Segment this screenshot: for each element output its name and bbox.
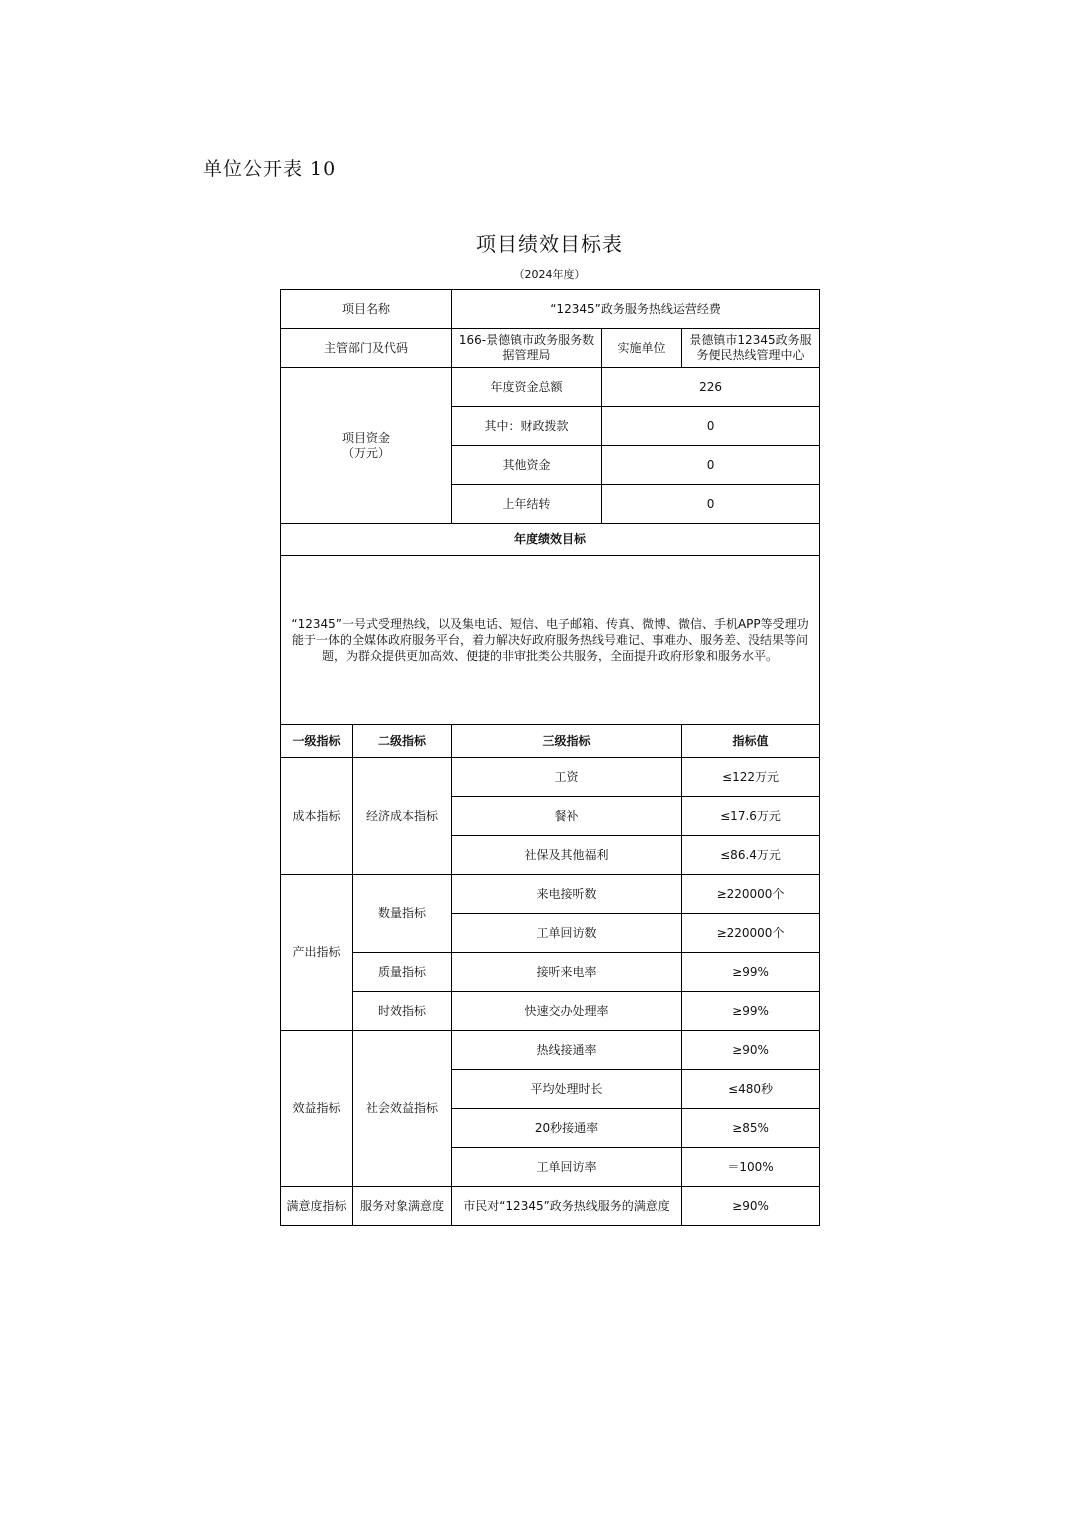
funds-row-label: 上年结转 <box>452 485 602 524</box>
indicator-name: 快速交办处理率 <box>452 992 682 1031</box>
indicator-value: ≤17.6万元 <box>682 797 820 836</box>
indicator-value: ≥99% <box>682 992 820 1031</box>
funds-row-value: 0 <box>602 407 820 446</box>
impl-unit-label: 实施单位 <box>602 329 682 368</box>
indicator-name: 工资 <box>452 758 682 797</box>
header-level2: 二级指标 <box>353 725 452 758</box>
indicator-value: ≥85% <box>682 1109 820 1148</box>
indicator-value: ≥99% <box>682 953 820 992</box>
indicator-value: ≥90% <box>682 1031 820 1070</box>
indicator-value: ≥90% <box>682 1187 820 1226</box>
indicator-name: 热线接通率 <box>452 1031 682 1070</box>
level2-quality: 质量指标 <box>353 953 452 992</box>
dept-value: 166-景德镇市政务服务数据管理局 <box>452 329 602 368</box>
header-level1: 一级指标 <box>281 725 353 758</box>
impl-unit-value: 景德镇市12345政务服务便民热线管理中心 <box>682 329 820 368</box>
document-label: 单位公开表 10 <box>203 158 337 180</box>
level2-economic-cost: 经济成本指标 <box>353 758 452 875</box>
level1-satisfaction: 满意度指标 <box>281 1187 353 1226</box>
level2-timeliness: 时效指标 <box>353 992 452 1031</box>
year-subtitle: （2024年度） <box>513 268 586 281</box>
indicator-name: 工单回访率 <box>452 1148 682 1187</box>
level1-output: 产出指标 <box>281 875 353 1031</box>
indicator-name: 平均处理时长 <box>452 1070 682 1109</box>
indicator-name: 接听来电率 <box>452 953 682 992</box>
level1-benefit: 效益指标 <box>281 1031 353 1187</box>
funds-row-value: 226 <box>602 368 820 407</box>
indicator-value: ≤86.4万元 <box>682 836 820 875</box>
performance-target-table <box>280 289 820 1226</box>
level2-service-satisfaction: 服务对象满意度 <box>353 1187 452 1226</box>
level1-cost: 成本指标 <box>281 758 353 875</box>
indicator-name: 来电接听数 <box>452 875 682 914</box>
funds-row-label: 其中：财政拨款 <box>452 407 602 446</box>
project-name-value: “12345”政务服务热线运营经费 <box>452 290 820 329</box>
indicator-value: ≤480秒 <box>682 1070 820 1109</box>
indicator-name: 社保及其他福利 <box>452 836 682 875</box>
dept-label: 主管部门及代码 <box>281 329 452 368</box>
indicator-value: ≤122万元 <box>682 758 820 797</box>
indicator-value: ≥220000个 <box>682 914 820 953</box>
indicator-name: 市民对“12345”政务热线服务的满意度 <box>452 1187 682 1226</box>
page-title: 项目绩效目标表 <box>476 232 623 256</box>
indicator-name: 20秒接通率 <box>452 1109 682 1148</box>
project-name-label: 项目名称 <box>281 290 452 329</box>
indicator-value: ≥220000个 <box>682 875 820 914</box>
indicator-name: 餐补 <box>452 797 682 836</box>
indicator-name: 工单回访数 <box>452 914 682 953</box>
indicator-value: ＝100% <box>682 1148 820 1187</box>
funds-row-label: 其他资金 <box>452 446 602 485</box>
funds-row-value: 0 <box>602 485 820 524</box>
annual-goal-header: 年度绩效目标 <box>281 524 820 556</box>
header-value: 指标值 <box>682 725 820 758</box>
funds-label: 项目资金 （万元） <box>281 368 452 524</box>
header-level3: 三级指标 <box>452 725 682 758</box>
funds-row-label: 年度资金总额 <box>452 368 602 407</box>
annual-goal-text: “12345”一号式受理热线，以及集电话、短信、电子邮箱、传真、微博、微信、手机APP等受理功能于一体的全媒体政府服务平台，着力解决好政府服务热线号难记、事难办、服务差、没结果等问题，为群众提供更加高效、便捷的非审批类公共服务，全面提升政府形象和服务水平。 <box>281 556 820 725</box>
level2-social-benefit: 社会效益指标 <box>353 1031 452 1187</box>
funds-row-value: 0 <box>602 446 820 485</box>
level2-quantity: 数量指标 <box>353 875 452 953</box>
